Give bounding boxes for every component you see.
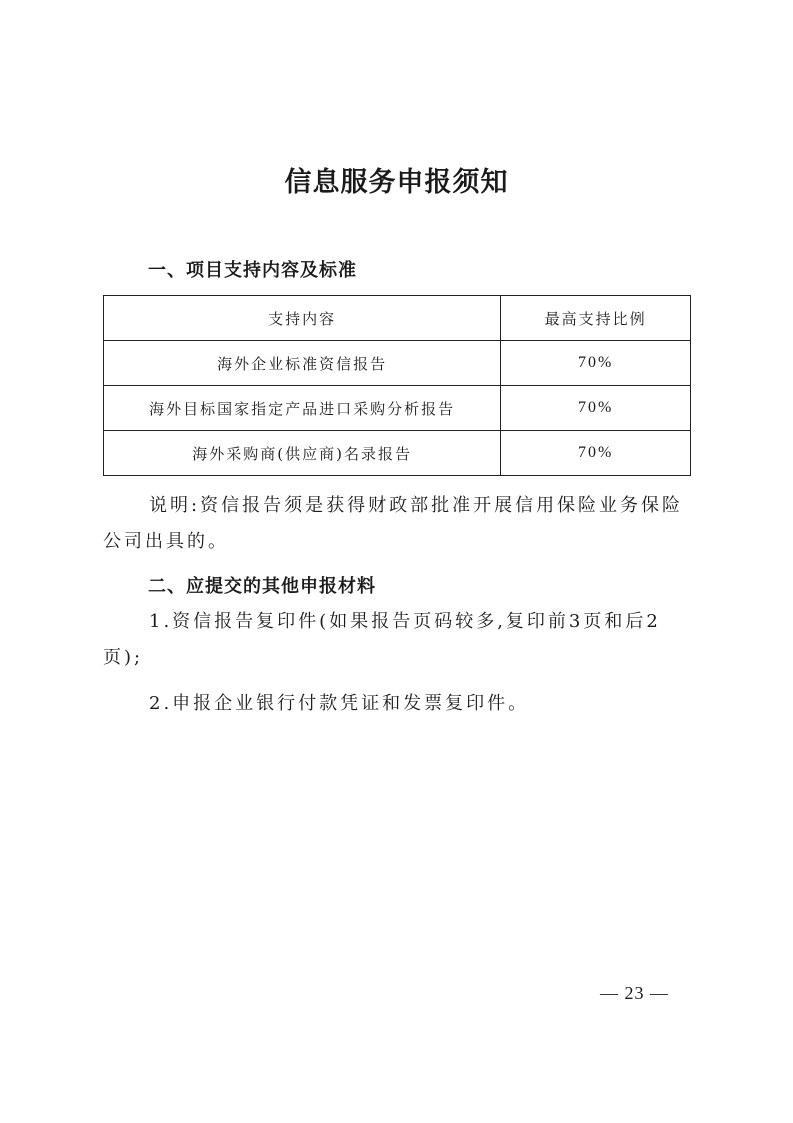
table-cell-ratio: 70%	[501, 386, 691, 431]
page-title: 信息服务申报须知	[284, 167, 509, 198]
section-heading-support-content: 一、项目支持内容及标准	[148, 260, 357, 281]
table-cell-content: 海外企业标准资信报告	[104, 341, 501, 386]
table-cell-content: 海外采购商(供应商)名录报告	[104, 431, 501, 476]
column-header-max-ratio: 最高支持比例	[501, 296, 691, 341]
list-item: 2.申报企业银行付款凭证和发票复印件。	[149, 693, 530, 714]
column-header-support-content: 支持内容	[104, 296, 501, 341]
table-row	[104, 431, 691, 476]
page-number: — 23 —	[600, 983, 669, 1003]
table-note: 说明:资信报告须是获得财政部批准开展信用保险业务保险公司出具的。	[103, 495, 684, 552]
table-cell-content: 海外目标国家指定产品进口采购分析报告	[104, 386, 501, 431]
table-header-row	[104, 296, 691, 341]
table-cell-ratio: 70%	[501, 431, 691, 476]
table-cell-ratio: 70%	[501, 341, 691, 386]
support-standards-table	[103, 295, 691, 476]
table-row	[104, 341, 691, 386]
table-row	[104, 386, 691, 431]
section-heading-other-materials: 二、应提交的其他申报材料	[148, 576, 376, 597]
list-item: 1.资信报告复印件(如果报告页码较多,复印前3页和后2页);	[103, 611, 661, 668]
